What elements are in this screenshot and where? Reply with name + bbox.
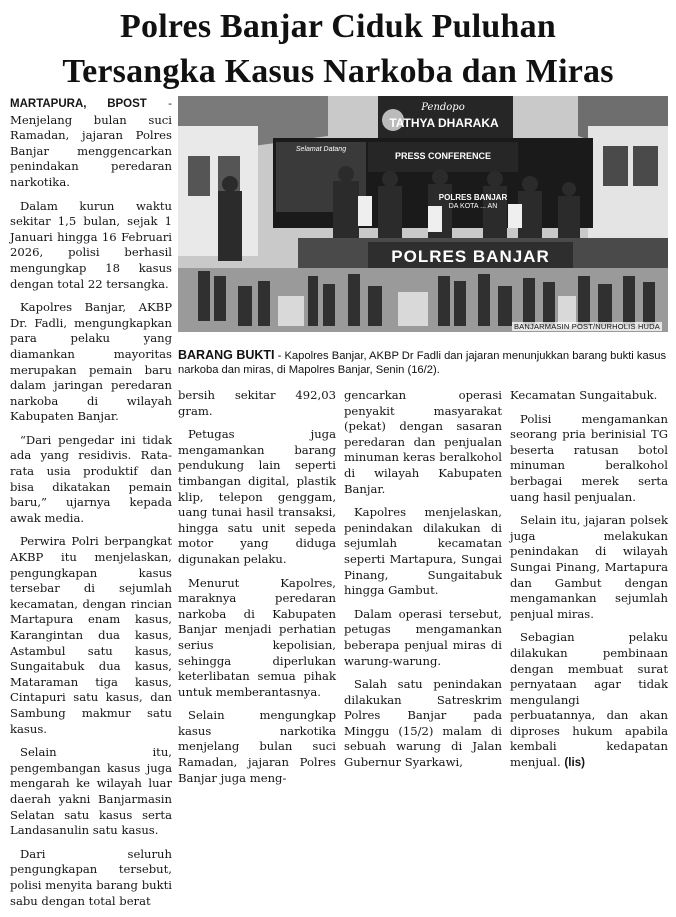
photo-screen-welcome: Selamat Datang <box>295 146 347 153</box>
paragraph <box>510 630 668 770</box>
paragraph: Kapolres Banjar, AKBP Dr. Fadli, mengungkapkan para pelaku yang diamankan mayoritas merupakan pemain baru dalam jaringan peredaran narkoba di wilayah Kabupaten Banjar. <box>10 300 172 424</box>
article-column-4 <box>510 388 668 779</box>
caption-text: - Kapolres Banjar, AKBP Dr Fadli dan jajaran menunjukkan barang bukti kasus narkoba dan miras, di Mapolres Banjar, Senin (16/2). <box>178 350 667 376</box>
paragraph: bersih sekitar 492,03 gram. <box>178 388 336 418</box>
article-column-3 <box>344 388 502 779</box>
dateline: MARTAPURA, BPOST <box>10 98 147 110</box>
paragraph: Selain itu, jajaran polsek juga melakukan penindakan di wilayah Sungai Pinang, Martapura dan Gambut dengan mengamankan sejumlah penjual miras. <box>510 513 668 621</box>
headline-line-2: Tersangka Kasus Narkoba dan Miras <box>62 53 614 90</box>
paragraph <box>10 96 172 191</box>
paragraph: Polisi mengamankan seorang pria berinisial TG beserta ratusan botol minuman beralkohol berbagai merek serta uang hasil penjualan. <box>510 411 668 504</box>
paragraph-text: Sebagian pelaku dilakukan pembinaan dengan membuat surat pernyataan agar tidak mengulangi perbuatannya, dan akan diproses hukum apabila kembali kedapatan menjual. <box>510 630 668 770</box>
paragraph: Perwira Polri berpangkat AKBP itu menjelaskan, pengungkapan kasus tersebar di sejumlah kecamatan, dengan rincian Martapura enam kasus, Karangintan dua kasus, Astambul satu kasus, Sungaitabuk dua kasus, Mataraman tiga kasus, Cintapuri satu kasus, dan Sambung makmur satu kasus. <box>10 534 172 736</box>
paragraph: Kecamatan Sungaitabuk. <box>510 388 658 402</box>
paragraph: Salah satu penindakan dilakukan Satreskrim Polres Banjar pada Minggu (15/2) malam di sebuah warung di Jalan Gubernur Syarkawi, <box>344 677 502 770</box>
paragraph: Dalam operasi tersebut, petugas mengamankan beberapa penjual miras di warung-warung. <box>344 606 502 668</box>
article-column-1 <box>10 96 172 917</box>
paragraph-text: - Menjelang bulan suci Ramadan, jajaran Polres Banjar menggencarkan penindakan peredaran narkotika. <box>10 96 172 189</box>
caption-label: BARANG BUKTI <box>178 348 275 362</box>
photo-screen-polres: POLRES BANJAR <box>438 193 508 202</box>
paragraph: Selain itu, pengembangan kasus juga mengarah ke wilayah luar daerah yakni Banjarmasin Selatan satu kasus serta Landasanulin satu kasus. <box>10 745 172 838</box>
paragraph: Dalam kurun waktu sekitar 1,5 bulan, sejak 1 Januari hingga 16 Februari 2026, polisi berhasil mengungkap 18 kasus dengan total 22 tersangka. <box>10 198 172 291</box>
photo-screen-press: PRESS CONFERENCE <box>394 151 492 161</box>
author-signature: (lis) <box>564 756 586 770</box>
photo-illustration <box>178 96 668 332</box>
paragraph: Menurut Kapolres, maraknya peredaran narkoba di Kabupaten Banjar menjadi perhatian serius kepolisian, sehingga diperlukan keterlibatan semua pihak untuk memberantasnya. <box>178 575 336 699</box>
paragraph: Dari seluruh pengungkapan tersebut, polisi menyita barang bukti sabu dengan total berat <box>10 846 172 908</box>
paragraph: Kapolres menjelaskan, penindakan dilakukan di sejumlah kecamatan seperti Martapura, Sungai Pinang, Sungaitabuk hingga Gambut. <box>344 505 502 598</box>
news-photo <box>178 96 668 332</box>
photo-banner-name: TATHYA DHARAKA <box>389 116 499 130</box>
paragraph: gencarkan operasi penyakit masyarakat (pekat) dengan sasaran peredaran dan penjualan minuman keras beralkohol di wilayah Kabupaten Banjar. <box>344 388 502 496</box>
photo-banner-script: Pendopo <box>421 102 465 113</box>
article-column-2 <box>178 388 336 794</box>
paragraph: “Dari pengedar ini tidak ada yang residivis. Rata-rata usia produktif dan bisa dikatakan pemain baru,” ujarnya kepada awak media. <box>10 432 172 525</box>
paragraph: Selain mengungkap kasus narkotika menjelang bulan suci Ramadan, jajaran Polres Banjar juga meng- <box>178 708 336 785</box>
photo-sign: POLRES BANJAR <box>391 247 550 266</box>
paragraph: Petugas juga mengamankan barang pendukung lain seperti timbangan digital, plastik klip, telepon genggam, uang tunai hasil transaksi, hingga satu unit sepeda motor yang diduga digunakan pelaku. <box>178 427 336 566</box>
headline-line-1: Polres Banjar Ciduk Puluhan <box>120 8 556 45</box>
headline <box>0 4 676 94</box>
photo-screen-sub: DA KOTA ... AN <box>448 203 498 210</box>
photo-credit: BANJARMASIN POST/NURHOLIS HUDA <box>513 322 660 331</box>
photo-caption <box>178 348 668 377</box>
